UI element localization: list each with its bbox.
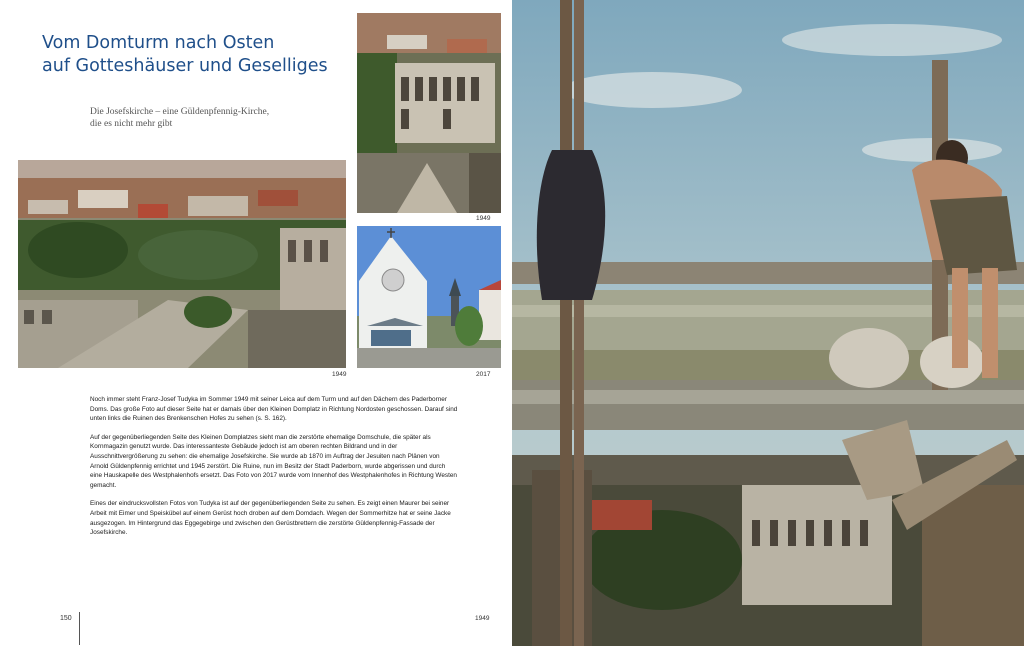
margin-rule [79, 612, 80, 645]
town-view-caption: 1949 [332, 371, 347, 378]
modern-church-caption: 2017 [476, 371, 491, 378]
modern-church-photo [357, 226, 501, 368]
subtitle-line-2: die es nicht mehr gibt [90, 119, 173, 129]
page-number: 150 [60, 615, 72, 622]
title-line-2: auf Gotteshäuser und Geselliges [42, 56, 328, 76]
mason-on-scaffold-photo [512, 0, 1024, 646]
title-line-1: Vom Domturm nach Osten [42, 33, 275, 53]
church-ruin-caption: 1949 [476, 215, 491, 222]
right-photo-caption: 1949 [475, 615, 490, 622]
body-text [90, 395, 458, 547]
subtitle-line-1: Die Josefskirche – eine Güldenpfennig-Kirche, [90, 107, 270, 117]
paragraph-3: Eines der eindrucksvollsten Fotos von Tudyka ist auf der gegenüberliegenden Seite zu sehen. Es zeigt einen Maurer bei seiner Arbeit mit Eimer und Speiskübel auf einem Gerüst hoch droben auf dem Domdach. Wegen der Sommerhitze hat er seine Jacke ausgezogen. Im Hintergrund das Eggegebirge und zwischen den Gerüstbrettern die zerstörte Güldenpfennig-Fassade der Josefskirche. [90, 500, 451, 537]
church-ruin-photo [357, 13, 501, 213]
page-title [42, 32, 342, 78]
paragraph-2: Auf der gegenüberliegenden Seite des Kleinen Domplatzes sieht man die zerstörte ehemalige Domschule, die später als Kornmagazin genutzt wurde. Das interessanteste Gebäude jedoch ist am oberen rechten Bildrand und in der Ausschnittvergrößerung zu sehen: die ehemalige Josefskirche. Sie wurde ab 1870 im Auftrag der Jesuiten nach Plänen von Arnold Güldenpfennig errichtet und 1945 zerstört. Die Ruine, nun im Besitz der Stadt Paderborn, wurde abgerissen und durch eine Hauskapelle des Westphalenhofs ersetzt. Das Foto von 2017 wurde vom Innenhof des Westphalenhofes in Richtung Westen gemacht. [90, 433, 457, 489]
paragraph-1: Noch immer steht Franz-Josef Tudyka im Sommer 1949 mit seiner Leica auf dem Turm und auf den Dächern des Paderborner Doms. Das große Foto auf dieser Seite hat er damals über den Kleinen Domplatz in Richtung Nordosten geschossen. Darauf sind unten links die Ruinen des Brenkenschen Hofes zu sehen (s. S. 162). [90, 396, 458, 423]
town-view-photo [18, 160, 346, 368]
subtitle [90, 106, 320, 130]
